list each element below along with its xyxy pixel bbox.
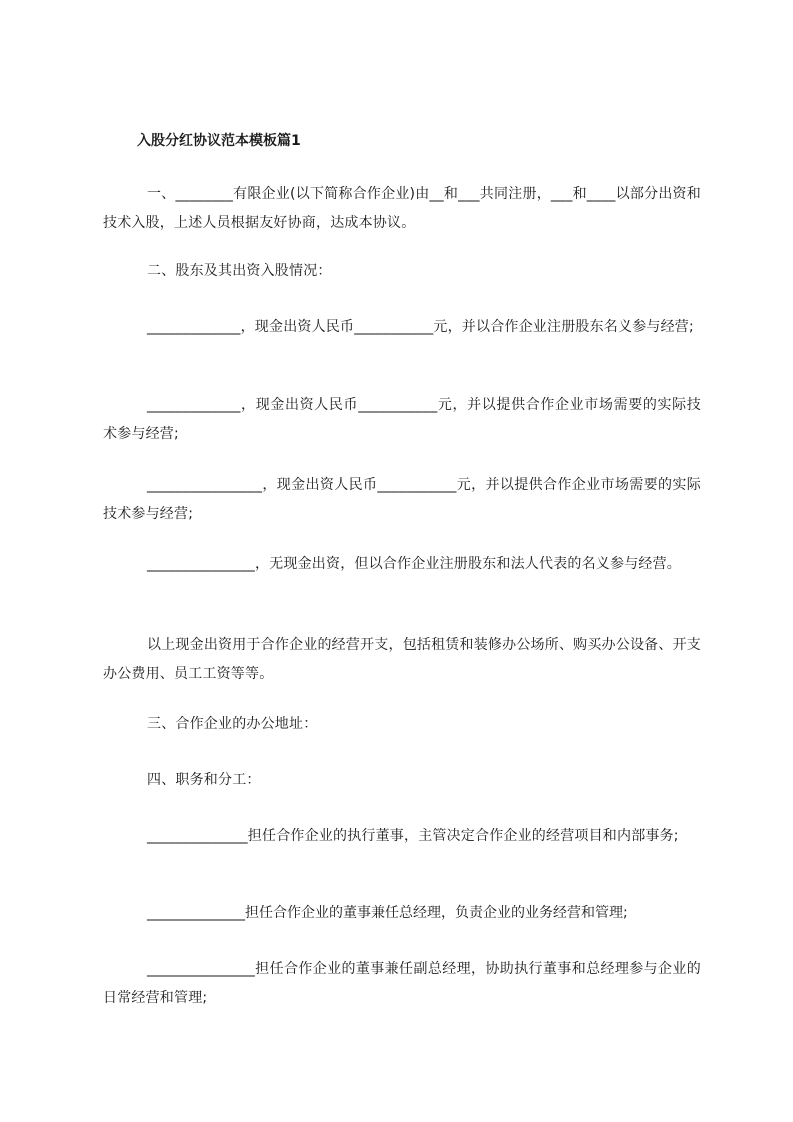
paragraph-shareholder-4: _______________，无现金出资，但以合作企业注册股东和法人代表的名义参与经营。 bbox=[147, 556, 681, 572]
paragraph-shareholder-2: _____________，现金出资人民币___________元，并以提供合作企业市场需要的实际技术参与经营; bbox=[103, 397, 701, 442]
document-title: 入股分红协议范本模板篇1 bbox=[137, 133, 301, 149]
section-heading-shareholders: 二、股东及其出资入股情况： bbox=[147, 263, 332, 279]
paragraph-1: 一、________有限企业(以下简称合作企业)由__和___共同注册，___和____以部分出资和技术入股，上述人员根据友好协商，达成本协议。 bbox=[103, 186, 701, 231]
paragraph-duty-general-manager: ______________担任合作企业的董事兼任总经理，负责企业的业务经营和管理; bbox=[147, 905, 628, 921]
paragraph-shareholder-3: ________________，现金出资人民币___________元，并以提供合作企业市场需要的实际技术参与经营; bbox=[103, 477, 701, 522]
paragraph-duty-deputy-general-manager: _______________担任合作企业的董事兼任副总经理，协助执行董事和总经理参与企业的日常经营和管理; bbox=[103, 961, 701, 1006]
paragraph-duty-executive-director: ______________担任合作企业的执行董事，主管决定合作企业的经营项目和内部事务; bbox=[147, 828, 679, 844]
paragraph-shareholder-1: _____________，现金出资人民币___________元，并以合作企业注册股东名义参与经营; bbox=[147, 319, 694, 335]
paragraph-cash-usage: 以上现金出资用于合作企业的经营开支，包括租赁和装修办公场所、购买办公设备、开支办公费用、员工工资等等。 bbox=[103, 637, 701, 682]
section-heading-office-address: 三、合作企业的办公地址： bbox=[147, 716, 318, 732]
section-heading-duties: 四、职务和分工： bbox=[147, 772, 261, 788]
